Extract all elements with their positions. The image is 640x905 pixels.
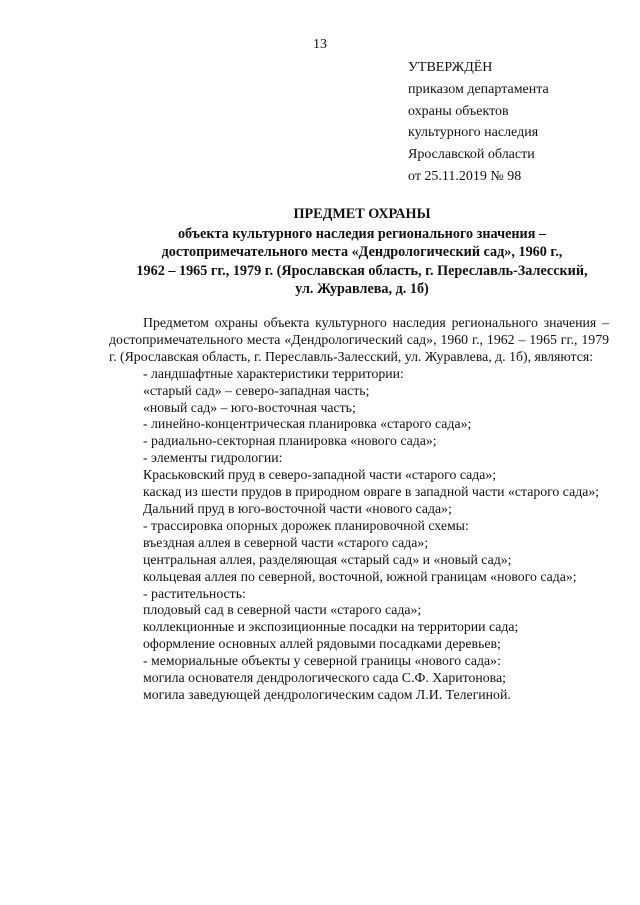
list-item: «новый сад» – юго-восточная часть; (143, 399, 356, 415)
title-line: ул. Журавлева, д. 1б) (295, 281, 429, 298)
list-item: Дальний пруд в юго-восточной части «нового сада»; (143, 500, 452, 516)
list-item: плодовый сад в северной части «старого сада»; (143, 602, 422, 618)
list-item: - растительность: (143, 585, 246, 601)
intro-paragraph: Предметом охраны объекта культурного наследия регионального значения – достопримечательного места «Дендрологический сад», 1960 г., 1962 – 1965 гг., 1979 г. (Ярославская область, г. Переславль-Залесский, ул. Журавлева, д. 1б), являются: (109, 315, 609, 364)
title-main: ПРЕДМЕТ ОХРАНЫ (293, 206, 431, 222)
list-item: въездная аллея в северной части «старого сада»; (143, 534, 429, 550)
list-item: - радиально-секторная планировка «нового сада»; (143, 433, 437, 449)
list-item: - ландшафтные характеристики территории: (143, 365, 404, 381)
page-number: 13 (313, 37, 327, 52)
approval-line: охраны объектов (408, 103, 509, 119)
approval-line: УТВЕРЖДЁН (408, 60, 493, 75)
list-item: могила заведующей дендрологическим садом Л.И. Телегиной. (143, 686, 511, 702)
approval-stamp (408, 57, 633, 188)
list-item: оформление основных аллей рядовыми посадками деревьев; (143, 636, 501, 652)
approval-line: культурного наследия (408, 125, 539, 141)
title-line: достопримечательного места «Дендрологический сад», 1960 г., (161, 244, 563, 261)
list-item: - трассировка опорных дорожек планировочной схемы: (143, 517, 469, 533)
list-item: коллекционные и экспозиционные посадки на территории сада; (143, 619, 519, 635)
approval-line: приказом департамента (408, 81, 549, 97)
list-item: «старый сад» – северо-западная часть; (143, 382, 370, 398)
document-body (109, 315, 609, 704)
title-line: объекта культурного наследия регионального значения – (177, 225, 547, 242)
list-item: каскад из шести прудов в природном овраге в западной части «старого сада»; (143, 484, 600, 500)
list-item: - линейно-концентрическая планировка «старого сада»; (143, 416, 472, 432)
list-item: - элементы гидрологии: (143, 450, 283, 466)
document-title (103, 205, 621, 299)
approval-line: Ярославской области (408, 147, 535, 163)
list-item: центральная аллея, разделяющая «старый сад» и «новый сад»; (143, 551, 512, 567)
approval-line: от 25.11.2019 № 98 (408, 168, 522, 184)
title-line: 1962 – 1965 гг., 1979 г. (Ярославская область, г. Переславль-Залесский, (136, 262, 588, 279)
list-item: кольцевая аллея по северной, восточной, южной границам «нового сада»; (143, 568, 577, 584)
list-item: - мемориальные объекты у северной границы «нового сада»: (143, 653, 501, 669)
list-item: могила основателя дендрологического сада С.Ф. Харитонова; (143, 670, 506, 686)
list-item: Краськовский пруд в северо-западной части «старого сада»; (143, 467, 497, 483)
